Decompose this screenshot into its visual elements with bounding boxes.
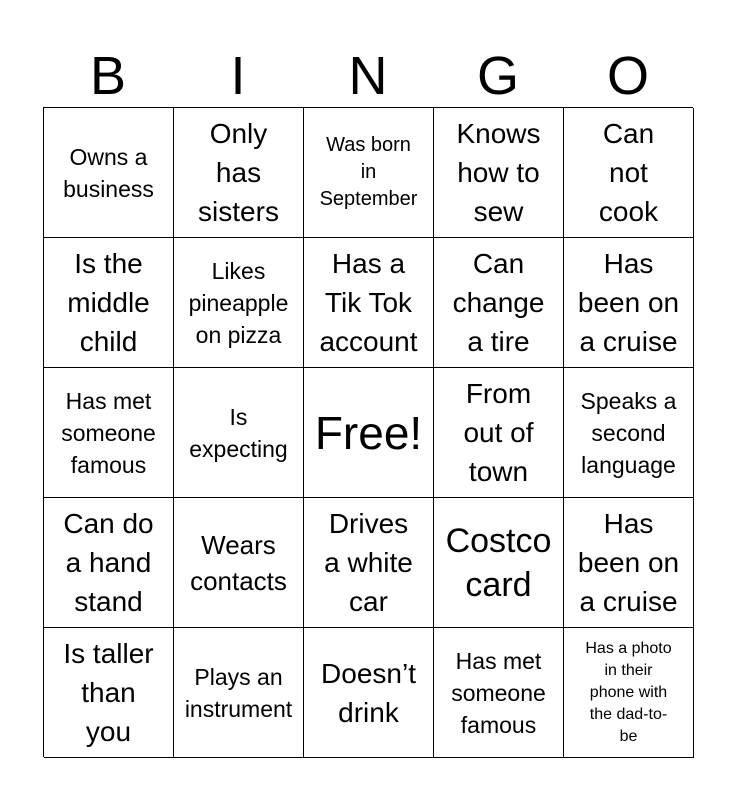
bingo-cell-label: Has a Tik Tok account [319, 248, 418, 357]
bingo-cell-label: Likes pineapple on pizza [188, 257, 289, 348]
bingo-cell-label: Can change a tire [452, 248, 545, 357]
bingo-cell[interactable] [304, 238, 434, 368]
header-letter-o: O [606, 46, 649, 106]
bingo-cell[interactable] [174, 238, 304, 368]
header-letter-n: N [348, 46, 388, 106]
bingo-cell-label: Can do a hand stand [63, 508, 154, 617]
bingo-cell[interactable] [434, 108, 564, 238]
bingo-cell[interactable] [564, 498, 694, 628]
bingo-cell-label: Is taller than you [63, 638, 154, 747]
bingo-cell-label: Is the middle child [67, 248, 150, 357]
bingo-cell[interactable] [44, 108, 174, 238]
bingo-header [43, 44, 693, 108]
bingo-cell[interactable] [304, 108, 434, 238]
bingo-cell[interactable] [44, 368, 174, 498]
bingo-cell-label: Only has sisters [198, 118, 279, 227]
bingo-cell-label: Has a photo in their phone with the dad-to- be [585, 639, 672, 745]
bingo-cell[interactable] [44, 628, 174, 758]
bingo-cell-label: Has been on a cruise [577, 508, 680, 617]
bingo-cell[interactable] [564, 628, 694, 758]
bingo-cell[interactable] [434, 498, 564, 628]
bingo-cell-label: Has met someone famous [451, 647, 546, 738]
bingo-cell-label: From out of town [463, 378, 534, 487]
bingo-cell[interactable] [434, 628, 564, 758]
bingo-cell-label: Knows how to sew [456, 118, 541, 227]
bingo-cell-label: Speaks a second language [580, 387, 677, 478]
bingo-cell[interactable] [304, 628, 434, 758]
header-letter-b: B [89, 46, 127, 106]
bingo-cell-label: Can not cook [598, 118, 659, 227]
header-letter-i: I [230, 46, 246, 106]
bingo-cell[interactable] [44, 238, 174, 368]
bingo-cell[interactable] [44, 498, 174, 628]
bingo-cell-label: Costco card [445, 521, 552, 604]
bingo-cell-label: Is expecting [189, 403, 288, 462]
bingo-board [43, 107, 693, 757]
bingo-cell-label: Doesn’t drink [321, 657, 416, 728]
bingo-cell[interactable] [564, 238, 694, 368]
bingo-cell-label: Drives a white car [324, 508, 413, 617]
bingo-cell[interactable] [564, 108, 694, 238]
bingo-cell[interactable] [174, 498, 304, 628]
bingo-cell-label: Has been on a cruise [577, 248, 680, 357]
bingo-cell[interactable] [564, 368, 694, 498]
bingo-cell-label: Was born in September [319, 134, 418, 210]
bingo-cell-label: Owns a business [63, 143, 154, 202]
bingo-cell-label: Plays an instrument [184, 663, 293, 722]
bingo-cell-label: Has met someone famous [61, 387, 156, 478]
bingo-cell-label: Free! [314, 406, 423, 459]
bingo-cell[interactable] [174, 368, 304, 498]
bingo-cell[interactable] [174, 108, 304, 238]
bingo-cell[interactable] [304, 498, 434, 628]
bingo-cell-label: Wears contacts [190, 529, 287, 596]
bingo-cell[interactable] [434, 238, 564, 368]
bingo-cell[interactable] [434, 368, 564, 498]
bingo-cell[interactable] [304, 368, 434, 498]
bingo-cell[interactable] [174, 628, 304, 758]
header-letter-g: G [476, 46, 519, 106]
